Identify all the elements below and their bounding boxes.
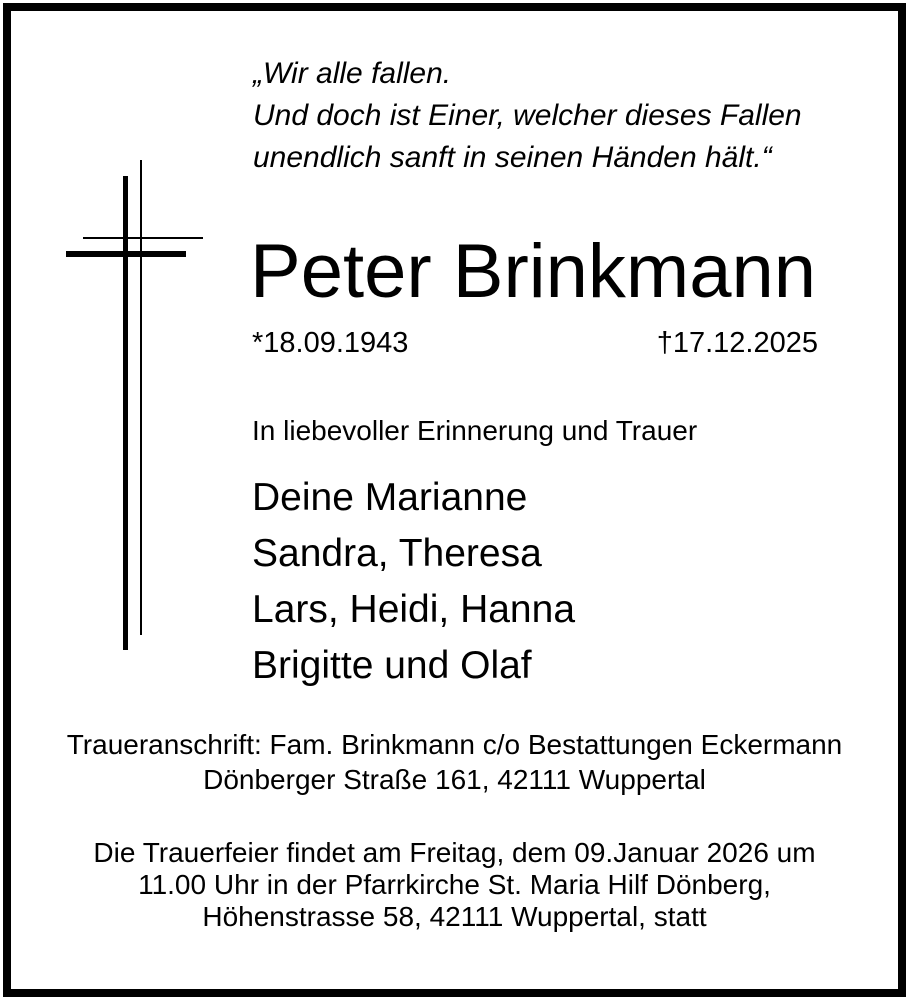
mourning-intro: In liebevoller Erinnerung und Trauer [252,415,698,446]
mourner-line: Deine Marianne [252,476,528,519]
cross-thick-vertical-line [123,176,128,650]
deceased-name: Peter Brinkmann [250,229,817,314]
quote-line: „Wir alle fallen. [253,57,452,90]
quote-line: unendlich sanft in seinen Händen hält.“ [253,141,772,174]
mourner-line: Sandra, Theresa [252,532,542,575]
mourner-line: Brigitte und Olaf [252,644,532,687]
cross-thin-vertical-line [140,160,142,635]
mourners-list [252,470,575,694]
memorial-quote [253,53,802,179]
death-date: †17.12.2025 [656,327,818,359]
quote-line: Und doch ist Einer, welcher dieses Fallen [253,99,802,132]
mourning-address [11,727,898,797]
address-line: Traueranschrift: Fam. Brinkmann c/o Bestattungen Eckermann [66,729,843,760]
mourner-line: Lars, Heidi, Hanna [252,588,576,631]
address-line: Dönberger Straße 161, 42111 Wuppertal [203,764,706,795]
funeral-service-info [11,837,898,933]
life-dates [252,326,818,360]
cross-thin-horizontal-line [83,237,203,239]
cross-thick-horizontal-line [66,251,186,257]
service-line: Höhenstrasse 58, 42111 Wuppertal, statt [202,901,707,932]
service-line: Die Trauerfeier findet am Freitag, dem 09.Januar 2026 um [93,837,816,868]
birth-date: *18.09.1943 [252,327,409,359]
service-line: 11.00 Uhr in der Pfarrkirche St. Maria Hilf Dönberg, [138,869,771,900]
